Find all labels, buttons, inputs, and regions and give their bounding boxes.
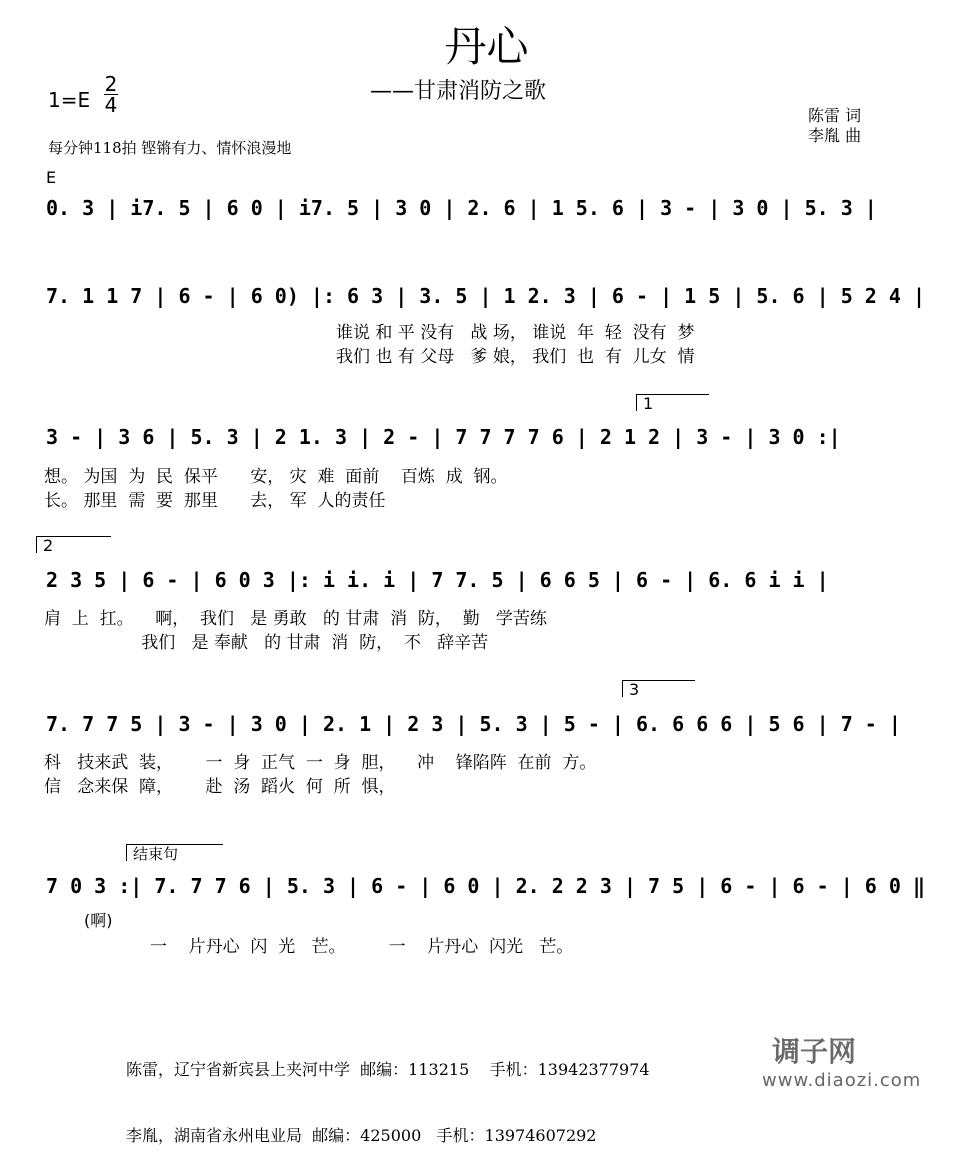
notation-row-1: 0. 3 | i7. 5 | 6 0 | i7. 5 | 3 0 | 2. 6 | 1 5. 6 | 3 - | 3 0 | 5. 3 |	[46, 196, 877, 220]
composer: 李胤 曲	[808, 126, 862, 145]
volta-2	[36, 536, 111, 553]
lyrics-row-3-verse-1: 想。 为国 为 民 保平 安， 灾 难 面前 百炼 成 钢。	[44, 467, 508, 487]
ah-note: (啊)	[84, 911, 113, 930]
watermark-brand: 调子网	[772, 1035, 857, 1068]
lyricist: 陈雷 词	[808, 106, 862, 125]
notation-row-3: 3 - | 3 6 | 5. 3 | 2 1. 3 | 2 - | 7 7 7 7 6 | 2 1 2 | 3 - | 3 0 :|	[46, 425, 841, 449]
song-subtitle: ——甘肃消防之歌	[370, 79, 547, 104]
lyrics-row-5-verse-1: 科 技来武 装， 一 身 正气 一 身 胆， 冲 锋陷阵 在前 方。	[44, 753, 597, 773]
notation-row-4: 2 3 5 | 6 - | 6 0 3 |: i i. i | 7 7. 5 | 6 6 5 | 6 - | 6. 6 i i |	[46, 568, 829, 592]
ending-bracket	[126, 844, 223, 861]
time-bottom: 4	[104, 93, 118, 117]
time-signature	[104, 74, 118, 115]
notation-row-6: 7 0 3 :| 7. 7 7 6 | 5. 3 | 6 - | 6 0 | 2. 2 2 3 | 7 5 | 6 - | 6 - | 6 0 ‖	[46, 874, 925, 898]
volta-3-label: 3	[629, 680, 640, 699]
tempo-marking: 每分钟118拍 铿锵有力、情怀浪漫地	[48, 139, 292, 157]
watermark-url: www.diaozi.com	[762, 1070, 922, 1091]
contact-footer	[126, 1015, 650, 1169]
volta-3	[622, 680, 695, 697]
volta-1	[636, 394, 709, 411]
lyrics-row-2-verse-1: 谁说 和 平 没有 战 场， 谁说 年 轻 没有 梦	[336, 323, 695, 343]
lyrics-row-2-verse-2: 我们 也 有 父母 爹 娘， 我们 也 有 儿女 情	[336, 347, 695, 367]
volta-2-label: 2	[43, 536, 54, 555]
volta-1-label: 1	[643, 394, 654, 413]
key-signature: 1=E	[48, 88, 91, 112]
lyrics-row-4-verse-2: 我们 是 奉献 的 甘肃 消 防， 不 辞辛苦	[44, 633, 489, 653]
ending-label: 结束句	[133, 845, 179, 863]
lyrics-row-6: 一 片丹心 闪 光 芒。 一 片丹心 闪光 芒。	[150, 937, 574, 957]
key-mark: E	[46, 168, 57, 187]
lyrics-row-4-verse-1: 肩 上 扛。 啊， 我们 是 勇敢 的 甘肃 消 防， 勤 学苦练	[44, 609, 547, 629]
credits	[808, 106, 861, 146]
notation-row-2: 7. 1 1 7 | 6 - | 6 0) |: 6 3 | 3. 5 | 1 2. 3 | 6 - | 1 5 | 5. 6 | 5 2 4 |	[46, 284, 925, 308]
contact-line-1: 陈雷，辽宁省新宾县上夹河中学 邮编：113215 手机：13942377974	[126, 1060, 650, 1079]
lyrics-row-3-verse-2: 长。 那里 需 要 那里 去， 军 人的责任	[44, 491, 386, 511]
contact-line-2: 李胤，湖南省永州电业局 邮编：425000 手机：13974607292	[126, 1126, 597, 1145]
notation-row-5: 7. 7 7 5 | 3 - | 3 0 | 2. 1 | 2 3 | 5. 3 | 5 - | 6. 6 6 6 | 5 6 | 7 - |	[46, 712, 901, 736]
lyrics-row-5-verse-2: 信 念来保 障， 赴 汤 蹈火 何 所 惧，	[44, 777, 396, 797]
time-top: 2	[104, 72, 118, 96]
song-title: 丹心	[444, 22, 529, 71]
